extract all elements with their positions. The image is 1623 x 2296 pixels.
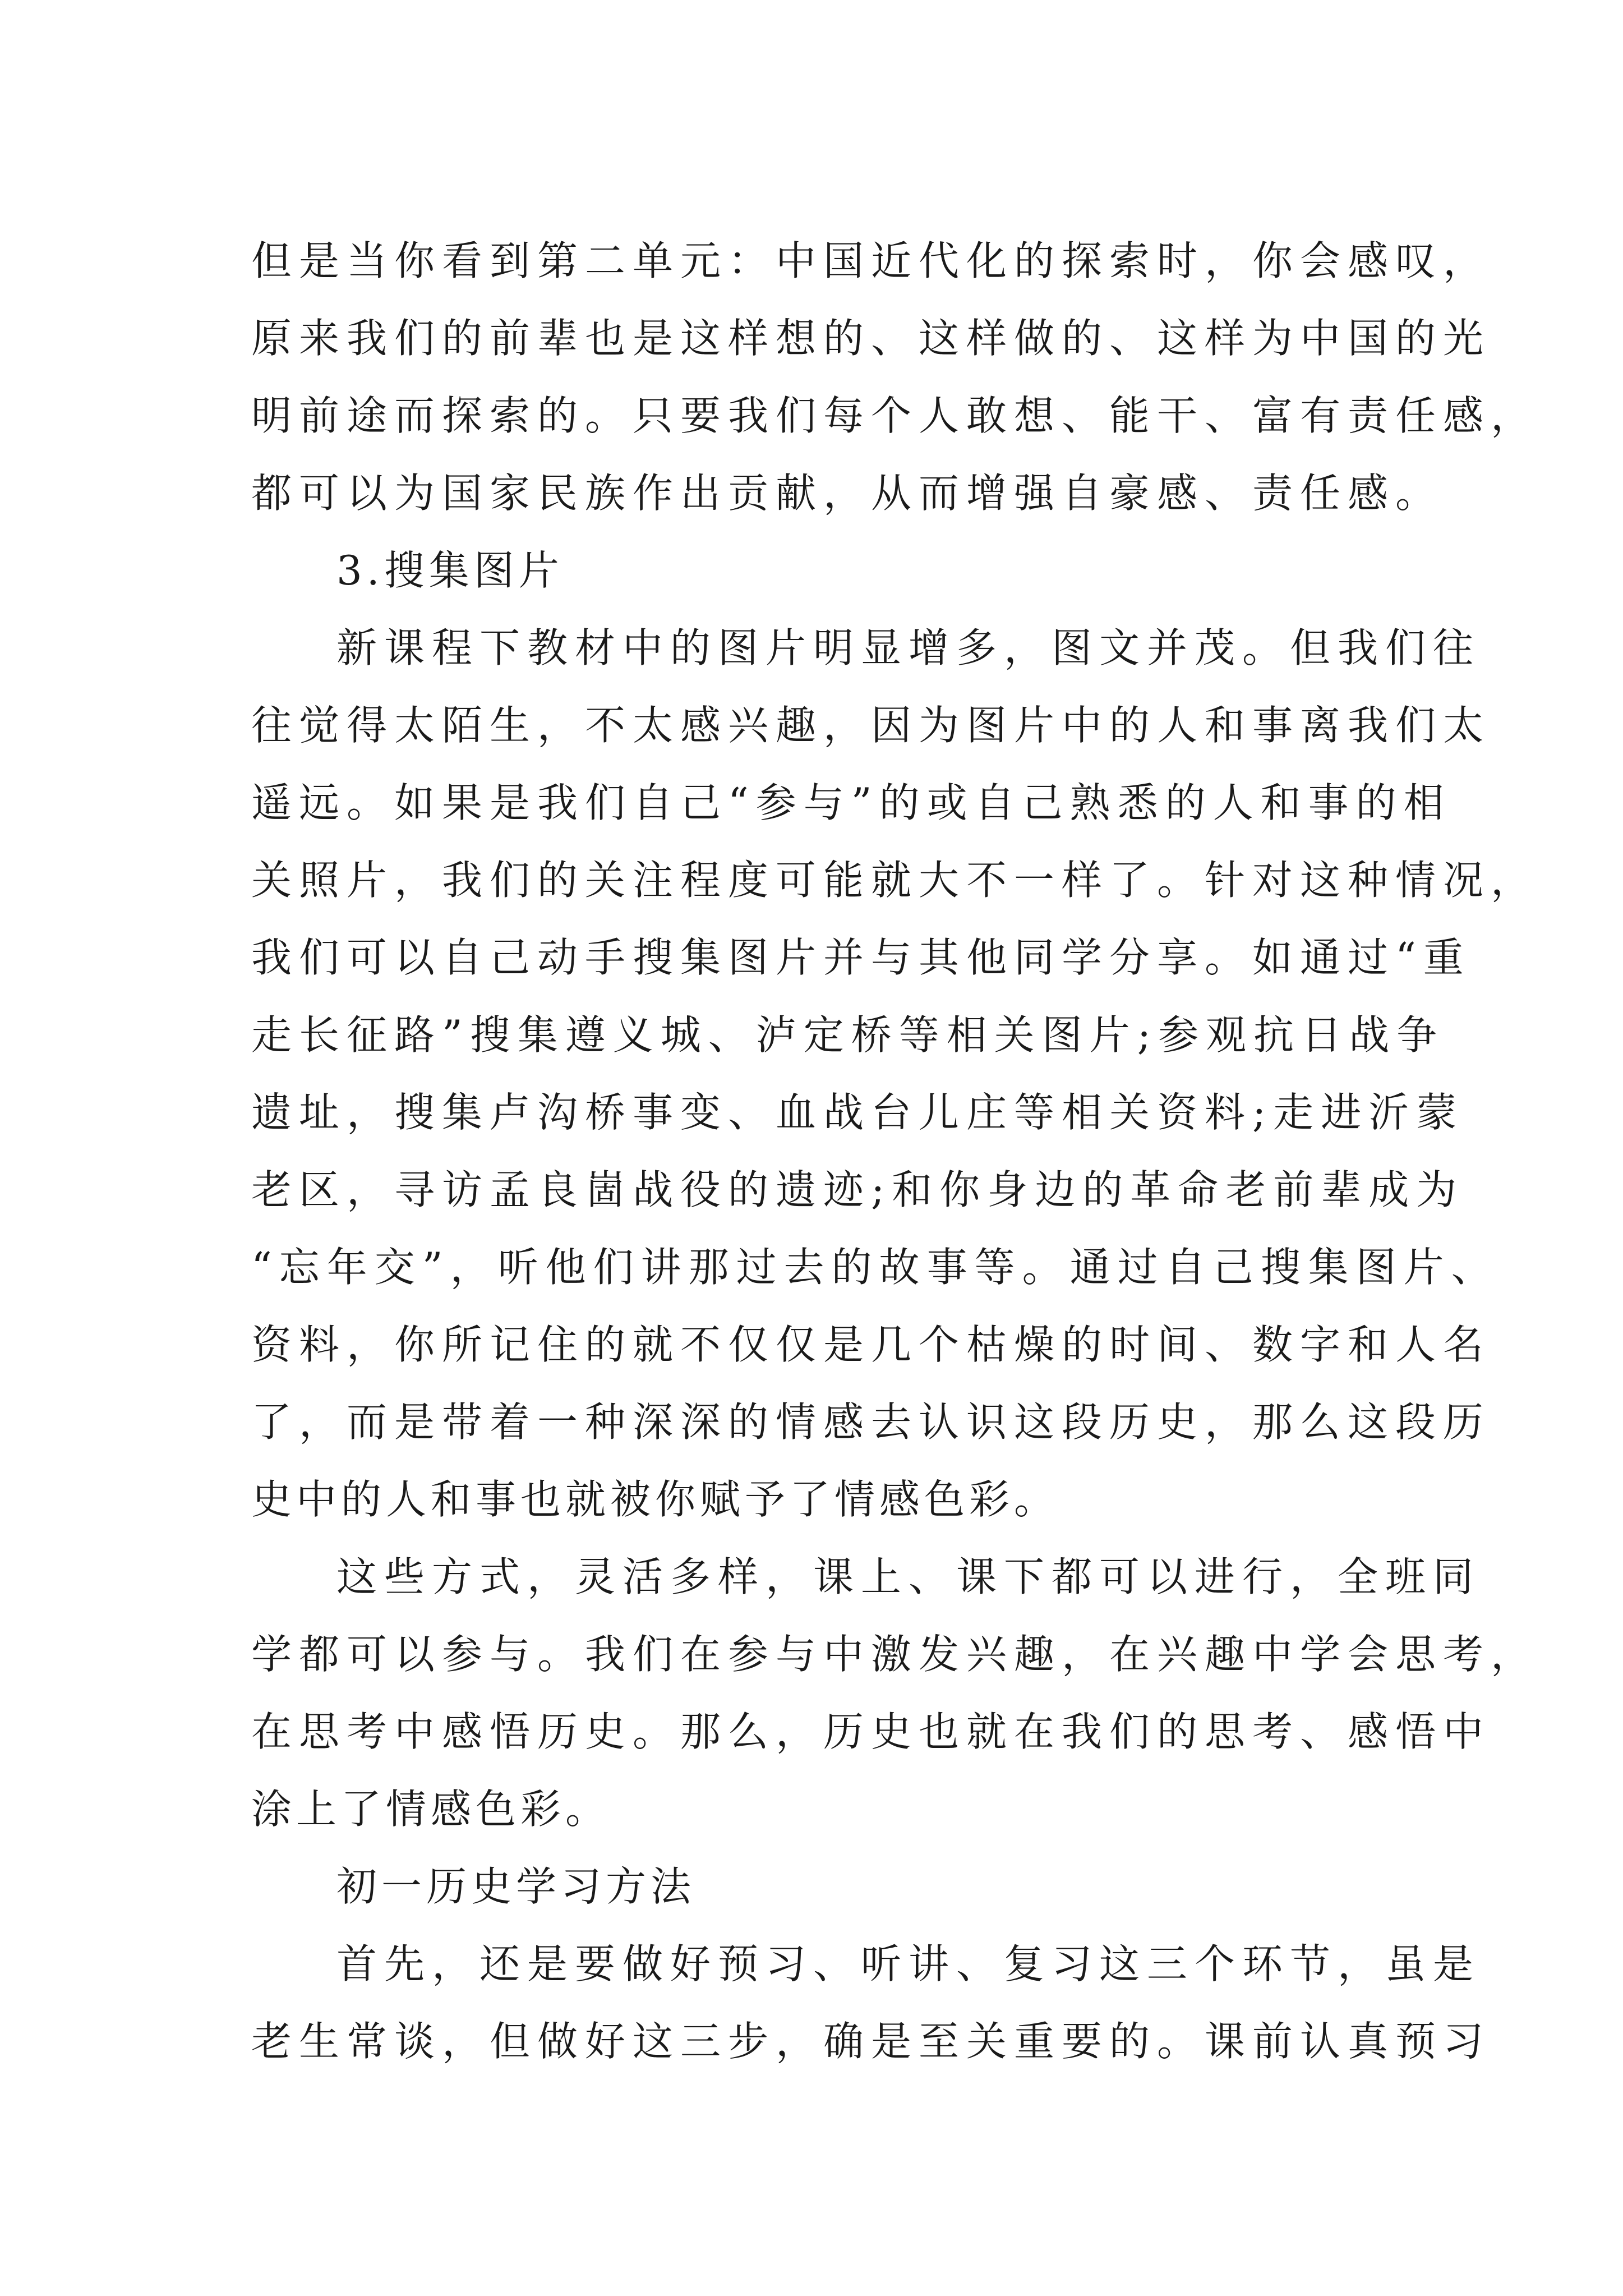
text-line: 我们可以自己动手搜集图片并与其他同学分享。如通过“重	[251, 934, 1471, 981]
text-line: 老区，寻访孟良崮战役的遗迹;和你身边的革命老前辈成为	[251, 1166, 1464, 1213]
text-line: 原来我们的前辈也是这样想的、这样做的、这样为中国的光	[251, 315, 1491, 362]
section-heading: 3.搜集图片	[336, 547, 564, 594]
text-line: 在思考中感悟历史。那么，历史也就在我们的思考、感悟中	[251, 1708, 1491, 1755]
text-line: 史中的人和事也就被你赋予了情感色彩。	[251, 1476, 1059, 1523]
text-line: 遗址，搜集卢沟桥事变、血战台儿庄等相关资料;走进沂蒙	[251, 1089, 1464, 1136]
text-line: 往觉得太陌生，不太感兴趣，因为图片中的人和事离我们太	[251, 702, 1491, 749]
section-heading: 初一历史学习方法	[336, 1863, 696, 1910]
text-line: 关照片，我们的关注程度可能就大不一样了。针对这种情况，	[251, 857, 1539, 904]
text-line: 涂上了情感色彩。	[251, 1786, 611, 1833]
text-line: 了，而是带着一种深深的情感去认识这段历史，那么这段历	[251, 1398, 1491, 1446]
text-line: 老生常谈，但做好这三步，确是至关重要的。课前认真预习	[251, 2018, 1491, 2065]
text-line: 遥远。如果是我们自己“参与”的或自己熟悉的人和事的相	[251, 779, 1451, 826]
text-line: 学都可以参与。我们在参与中激发兴趣，在兴趣中学会思考，	[251, 1631, 1539, 1678]
text-line: 资料，你所记住的就不仅仅是几个枯燥的时间、数字和人名	[251, 1321, 1491, 1368]
text-line: 首先，还是要做好预习、听讲、复习这三个环节，虽是	[336, 1940, 1481, 1987]
text-line: 明前途而探索的。只要我们每个人敢想、能干、富有责任感，	[251, 392, 1539, 439]
text-line: 都可以为国家民族作出贡献，从而增强自豪感、责任感。	[251, 470, 1444, 517]
text-line: 这些方式，灵活多样，课上、课下都可以进行，全班同	[336, 1553, 1481, 1600]
text-line: “忘年交”，听他们讲那过去的故事等。通过自己搜集图片、	[251, 1244, 1499, 1291]
text-line: 走长征路”搜集遵义城、泸定桥等相关图片;参观抗日战争	[251, 1011, 1445, 1059]
text-line: 新课程下教材中的图片明显增多，图文并茂。但我们往	[336, 624, 1481, 671]
text-line: 但是当你看到第二单元：中国近代化的探索时，你会感叹，	[251, 237, 1491, 284]
